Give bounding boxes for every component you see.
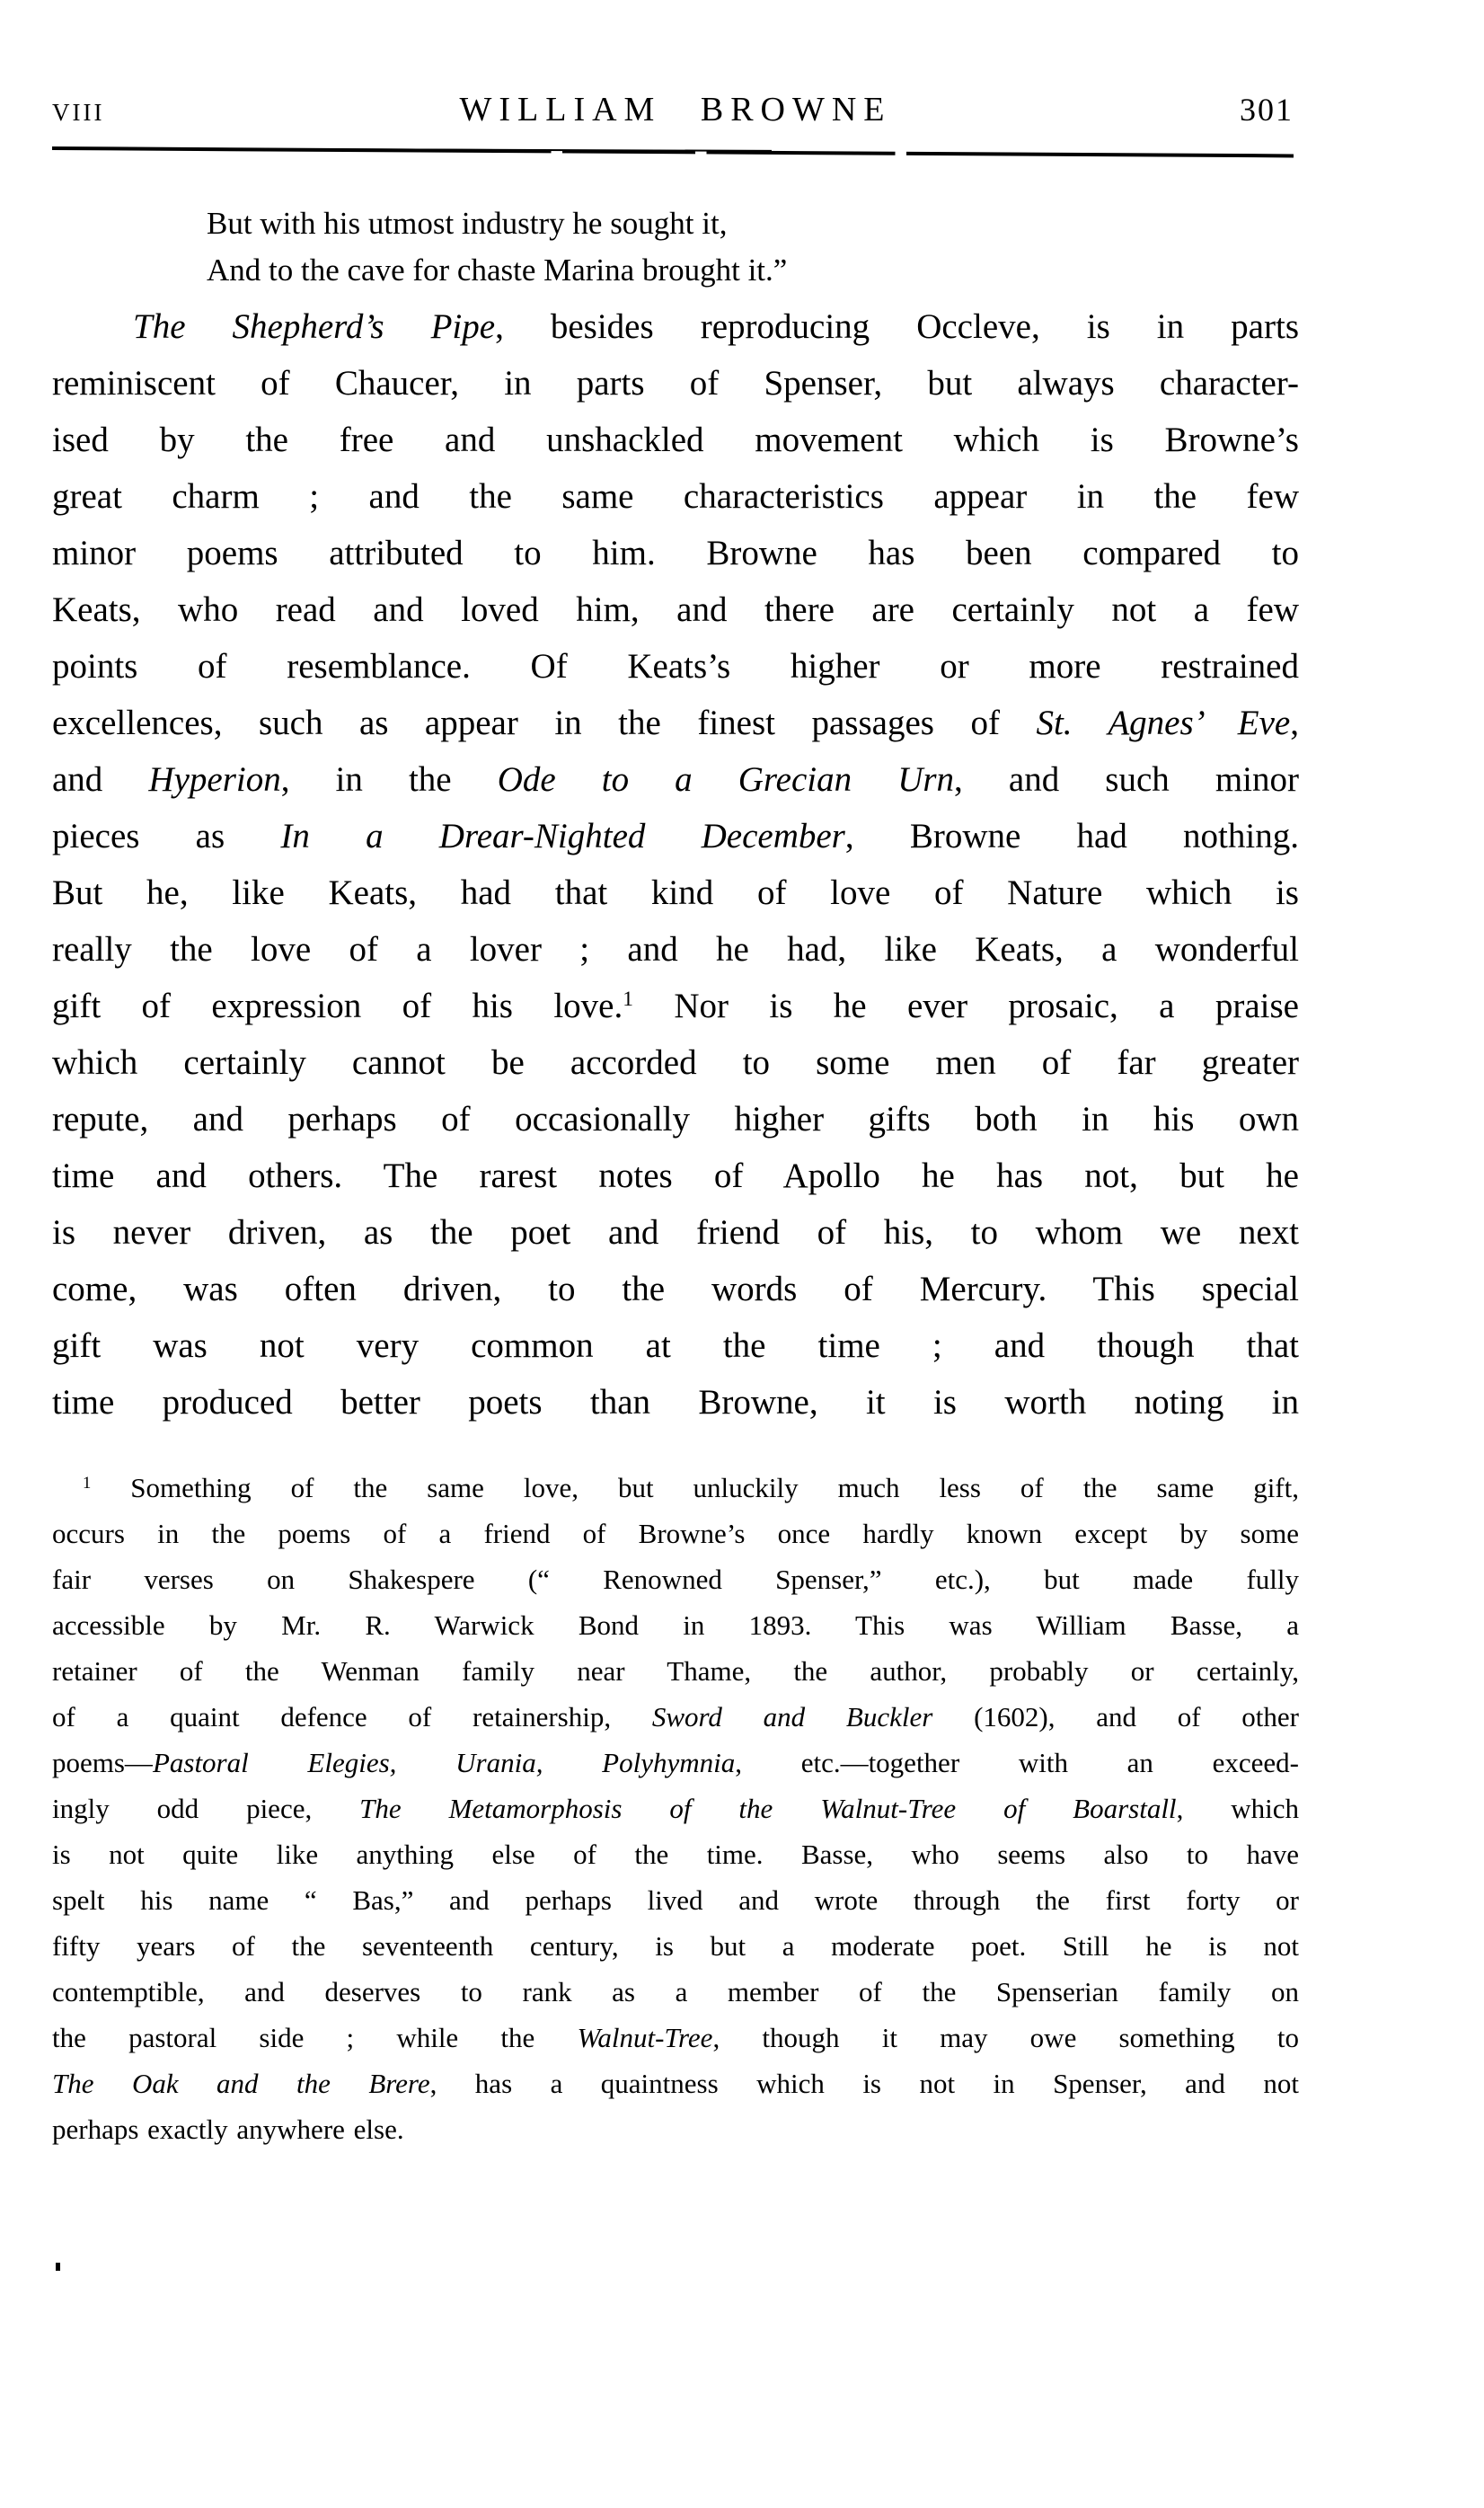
italic-work-title: Walnut-Tree (577, 2022, 713, 2053)
text-run: gift of expression of his love. (52, 987, 623, 1025)
body-line (52, 1204, 1299, 1261)
book-page-scan (0, 90, 1484, 2508)
text-run: pieces as (52, 817, 281, 855)
text-run: which certainly cannot be accorded to some men of far greater (52, 1043, 1299, 1082)
footnote-line (52, 1648, 1299, 1694)
body-line (52, 638, 1299, 695)
text-run: and (52, 760, 149, 799)
text-run: spelt his name “ Bas,” and perhaps lived and wrote through the first forty or (52, 1884, 1299, 1916)
footnote-line (52, 2106, 1299, 2152)
italic-work-title: The Shepherd’s Pipe (133, 307, 496, 346)
text-run: is never driven, as the poet and friend of his, to whom we next (52, 1213, 1299, 1252)
text-run: And to the cave for chaste Marina brought it.” (207, 253, 788, 288)
body-line (52, 355, 1299, 412)
text-run: repute, and perhaps of occasionally higher gifts both in his own (52, 1100, 1299, 1139)
page-content (52, 90, 1299, 2152)
footnote-line (52, 1740, 1299, 1786)
text-run: occurs in the poems of a friend of Browne’s once hardly known except by some (52, 1518, 1299, 1549)
verse-line (207, 200, 1299, 247)
body-line (52, 751, 1299, 808)
footnote-marker: 1 (83, 1473, 92, 1493)
text-run: , Browne had nothing. (844, 817, 1299, 855)
body-line (52, 525, 1299, 581)
body-line (52, 1034, 1299, 1091)
text-run: , (1290, 704, 1299, 742)
body-line (52, 921, 1299, 978)
body-line (52, 412, 1299, 468)
italic-work-title: In a Drear-Nighted December (280, 817, 845, 855)
text-run: ised by the free and unshackled movement which is Browne’s (52, 421, 1299, 459)
text-run: fifty years of the seventeenth century, is but a moderate poet. Still he is not (52, 1930, 1299, 1962)
body-paragraph (52, 298, 1299, 1431)
footnote-line (52, 1556, 1299, 1602)
text-run: ingly odd piece, (52, 1793, 360, 1824)
footnote-line (52, 1923, 1299, 1969)
footnote-block (52, 1465, 1299, 2152)
text-run: , has a quaintness which is not in Spenser, and not (429, 2068, 1299, 2099)
text-run: perhaps exactly anywhere else. (52, 2114, 404, 2145)
footnote-line (52, 1831, 1299, 1877)
body-line (52, 1374, 1299, 1431)
text-run: fair verses on Shakespere (“ Renowned Spenser,” etc.), but made fully (52, 1564, 1299, 1595)
text-run: poems— (52, 1747, 153, 1778)
body-line (52, 1261, 1299, 1317)
footnote-line (52, 2015, 1299, 2060)
text-run: , and such minor (954, 760, 1299, 799)
text-run: accessible by Mr. R. Warwick Bond in 1893. This was William Basse, a (52, 1609, 1299, 1641)
body-line (52, 581, 1299, 638)
footnote-marker: 1 (623, 988, 633, 1012)
footnote-line (52, 1511, 1299, 1556)
text-run: the pastoral side ; while the (52, 2022, 578, 2053)
text-run: But he, like Keats, had that kind of love of Nature which is (52, 873, 1299, 912)
text-run: time and others. The rarest notes of Apollo he has not, but he (52, 1157, 1299, 1195)
header-rule (52, 146, 1294, 157)
text-run: (1602), and of other (932, 1701, 1299, 1733)
body-line (52, 468, 1299, 525)
signature-mark: VIII (52, 99, 105, 126)
verse-line (207, 247, 1299, 294)
body-line (52, 978, 1299, 1034)
running-title: WILLIAM BROWNE (459, 91, 892, 129)
footnote-line (52, 1694, 1299, 1740)
text-run: time produced better poets than Browne, it is worth noting in (52, 1383, 1299, 1422)
text-run: Something of the same love, but unluckily much less of the same gift, (91, 1472, 1299, 1503)
footnote-line (52, 1602, 1299, 1648)
text-run: points of resemblance. Of Keats’s higher or more restrained (52, 647, 1299, 686)
body-line (52, 1148, 1299, 1204)
text-run: , in the (280, 760, 498, 799)
italic-work-title: The Oak and the Brere (52, 2068, 430, 2099)
text-run: , which (1176, 1793, 1299, 1824)
footnote-line (52, 1786, 1299, 1831)
text-run: But with his utmost industry he sought it, (207, 206, 728, 241)
text-run: minor poems attributed to him. Browne has been compared to (52, 534, 1299, 572)
body-line (52, 864, 1299, 921)
footnote-line (52, 1465, 1299, 1511)
text-run: really the love of a lover ; and he had, like Keats, a wonderful (52, 930, 1299, 969)
italic-work-title: Sword and Buckler (651, 1701, 933, 1733)
page-number: 301 (1240, 92, 1294, 128)
body-line (52, 298, 1299, 355)
text-run: retainer of the Wenman family near Thame, the author, probably or certainly, (52, 1655, 1299, 1687)
text-run: come, was often driven, to the words of Mercury. This special (52, 1270, 1299, 1308)
page-header (52, 90, 1299, 129)
footnote-line (52, 2060, 1299, 2106)
text-run: Keats, who read and loved him, and there are certainly not a few (52, 590, 1299, 629)
footnote-line (52, 1877, 1299, 1923)
text-run: , etc.—together with an exceed- (735, 1747, 1299, 1778)
body-line (52, 808, 1299, 864)
text-run: is not quite like anything else of the time. Basse, who seems also to have (52, 1839, 1299, 1870)
text-run: , though it may owe something to (712, 2022, 1299, 2053)
text-run: Nor is he ever prosaic, a praise (632, 987, 1299, 1025)
text-run: gift was not very common at the time ; and though that (52, 1326, 1299, 1365)
footnote-line (52, 1969, 1299, 2015)
italic-work-title: Pastoral Elegies, Urania, Polyhymnia (152, 1747, 736, 1778)
italic-work-title: The Metamorphosis of the Walnut-Tree of Boarstall (359, 1793, 1177, 1824)
italic-work-title: Hyperion (148, 760, 281, 799)
italic-work-title: St. Agnes’ Eve (1036, 704, 1291, 742)
verse-quote (207, 200, 1299, 294)
scan-artifact-dot (56, 2263, 60, 2271)
text-run: of a quaint defence of retainership, (52, 1701, 652, 1733)
text-run: contemptible, and deserves to rank as a member of the Spenserian family on (52, 1976, 1299, 2007)
text-run: , besides reproducing Occleve, is in parts (495, 307, 1299, 346)
text-run: excellences, such as appear in the finest passages of (52, 704, 1037, 742)
text-run: reminiscent of Chaucer, in parts of Spenser, but always character- (52, 364, 1299, 403)
body-line (52, 695, 1299, 751)
text-run: great charm ; and the same characteristics appear in the few (52, 477, 1299, 516)
body-line (52, 1317, 1299, 1374)
body-line (52, 1091, 1299, 1148)
italic-work-title: Ode to a Grecian Urn (497, 760, 955, 799)
